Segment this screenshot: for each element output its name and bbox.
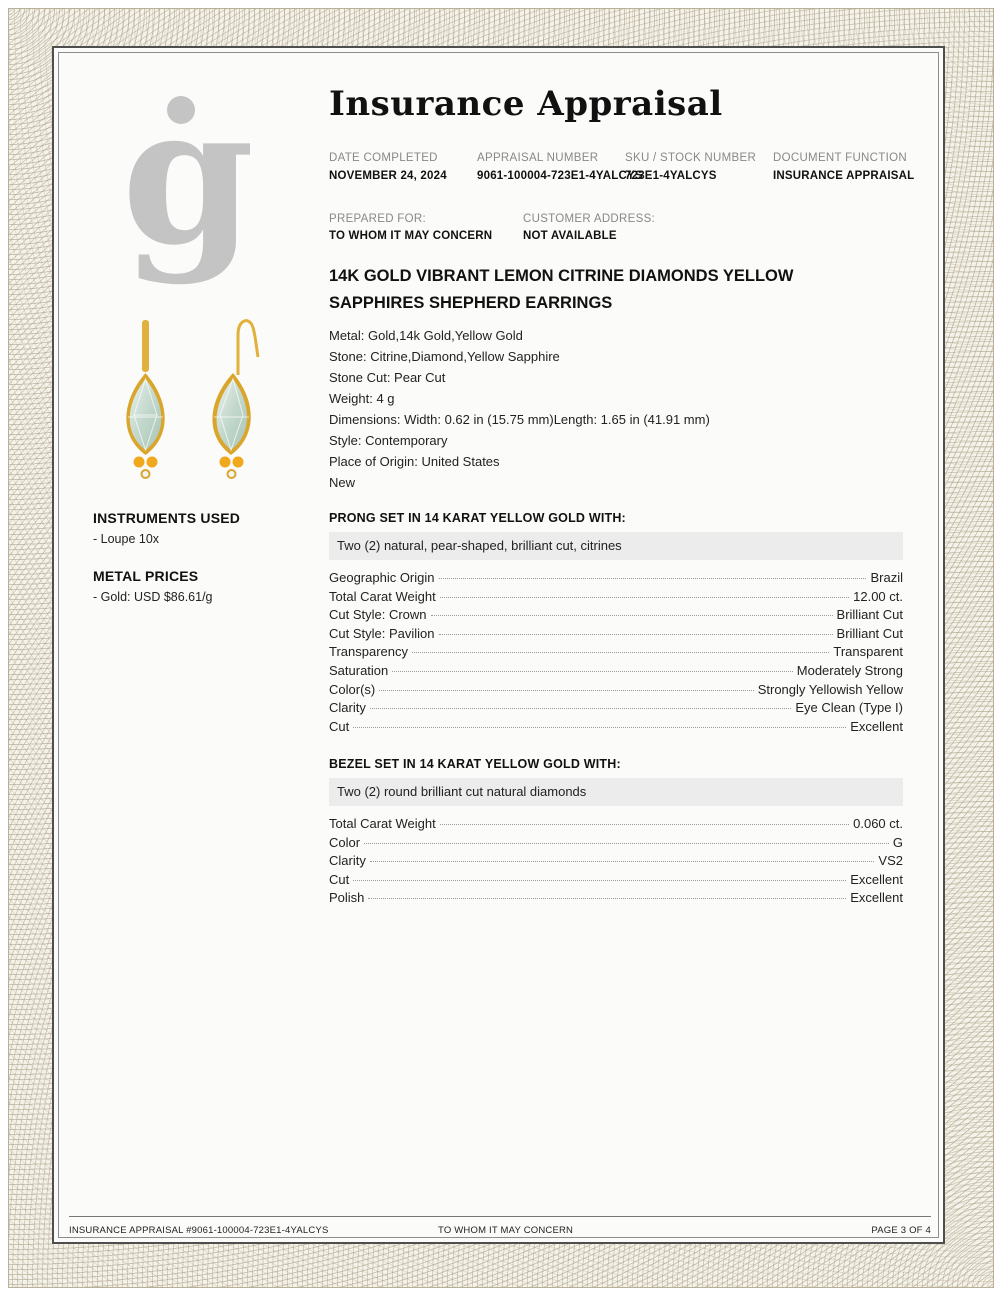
section2-description: Two (2) round brilliant cut natural diamonds (329, 778, 903, 806)
detail-row (329, 569, 903, 588)
appraisal-number-value: 9061-100004-723E1-4YALCYS (477, 170, 643, 182)
detail-row (329, 889, 903, 908)
spec-line: Dimensions: Width: 0.62 in (15.75 mm)Length: 1.65 in (41.91 mm) (329, 412, 710, 427)
brand-g-logo-icon (121, 64, 255, 287)
appraisal-number-label: APPRAISAL NUMBER (477, 152, 599, 164)
detail-key: Cut (329, 718, 350, 734)
spec-line: Weight: 4 g (329, 391, 395, 406)
detail-value: Excellent (850, 718, 903, 734)
date-completed-label: DATE COMPLETED (329, 152, 438, 164)
prepared-for-label: PREPARED FOR: (329, 213, 426, 225)
section1-details (329, 569, 903, 736)
detail-value: Excellent (850, 871, 903, 887)
detail-value: Eye Clean (Type I) (795, 700, 903, 716)
detail-key: Cut (329, 871, 350, 887)
detail-row (329, 606, 903, 625)
detail-key: Color (329, 834, 361, 850)
detail-row (329, 588, 903, 607)
sidebar (93, 510, 293, 604)
detail-value: Brilliant Cut (836, 607, 903, 623)
detail-key: Cut Style: Crown (329, 607, 427, 623)
detail-value: Strongly Yellowish Yellow (757, 681, 903, 697)
document-function-value: INSURANCE APPRAISAL (773, 170, 915, 182)
instruments-item: - Loupe 10x (93, 532, 160, 546)
detail-value: Brazil (870, 570, 903, 585)
detail-key: Clarity (329, 853, 366, 869)
document-function-label: DOCUMENT FUNCTION (773, 152, 907, 164)
customer-address-label: CUSTOMER ADDRESS: (523, 213, 656, 225)
detail-value: Moderately Strong (796, 662, 903, 678)
detail-value: Transparent (833, 644, 903, 660)
spec-line: New (329, 475, 356, 490)
logo-letter: g (121, 64, 255, 287)
section2-details (329, 815, 903, 908)
detail-row (329, 718, 903, 737)
product-specs (329, 325, 710, 493)
detail-key: Cut Style: Pavilion (329, 625, 435, 641)
detail-row (329, 625, 903, 644)
detail-key: Color(s) (329, 681, 376, 697)
detail-key: Geographic Origin (329, 570, 435, 585)
detail-value: G (892, 834, 903, 850)
earring-right (212, 321, 258, 479)
detail-value: 0.060 ct. (853, 816, 903, 831)
section1-heading: PRONG SET IN 14 KARAT YELLOW GOLD WITH: (329, 511, 626, 525)
detail-row (329, 815, 903, 834)
spec-line: Stone Cut: Pear Cut (329, 370, 446, 385)
date-completed-value: NOVEMBER 24, 2024 (329, 170, 447, 182)
detail-value: 12.00 ct. (853, 588, 903, 604)
detail-row (329, 662, 903, 681)
spec-line: Metal: Gold,14k Gold,Yellow Gold (329, 328, 523, 343)
detail-key: Clarity (329, 700, 366, 716)
detail-key: Polish (329, 890, 365, 906)
metal-prices-item: - Gold: USD $86.61/g (93, 590, 213, 604)
metal-prices-heading: METAL PRICES (93, 568, 199, 584)
spec-line: Place of Origin: United States (329, 454, 500, 469)
page-title: Insurance Appraisal (329, 84, 723, 124)
footer-page-number: PAGE 3 OF 4 (871, 1225, 931, 1236)
spec-line: Style: Contemporary (329, 433, 448, 448)
detail-value: VS2 (878, 853, 903, 869)
detail-value: Excellent (850, 890, 903, 906)
instruments-heading: INSTRUMENTS USED (93, 510, 241, 526)
earring-left (126, 320, 164, 479)
earrings-product-image (100, 315, 280, 490)
section1-description: Two (2) natural, pear-shaped, brilliant cut, citrines (329, 532, 903, 560)
detail-row (329, 681, 903, 700)
detail-row (329, 834, 903, 853)
detail-row (329, 699, 903, 718)
sku-value: 723E1-4YALCYS (625, 170, 717, 182)
detail-key: Transparency (329, 644, 408, 660)
section2-heading: BEZEL SET IN 14 KARAT YELLOW GOLD WITH: (329, 757, 621, 771)
detail-key: Total Carat Weight (329, 816, 436, 831)
footer-left: INSURANCE APPRAISAL #9061-100004-723E1-4YALCYS (69, 1225, 329, 1236)
customer-address-value: NOT AVAILABLE (523, 230, 617, 242)
detail-row (329, 852, 903, 871)
footer-divider (69, 1216, 931, 1217)
sku-label: SKU / STOCK NUMBER (625, 152, 757, 164)
detail-value: Brilliant Cut (836, 625, 903, 641)
footer-center: TO WHOM IT MAY CONCERN (438, 1225, 574, 1236)
detail-row (329, 643, 903, 662)
product-title: 14K GOLD VIBRANT LEMON CITRINE DIAMONDS YELLOW SAPPHIRES SHEPHERD EARRINGS (329, 267, 794, 312)
detail-row (329, 871, 903, 890)
spec-line: Stone: Citrine,Diamond,Yellow Sapphire (329, 349, 560, 364)
prepared-for-value: TO WHOM IT MAY CONCERN (329, 230, 493, 242)
detail-key: Saturation (329, 662, 389, 678)
detail-key: Total Carat Weight (329, 588, 436, 604)
